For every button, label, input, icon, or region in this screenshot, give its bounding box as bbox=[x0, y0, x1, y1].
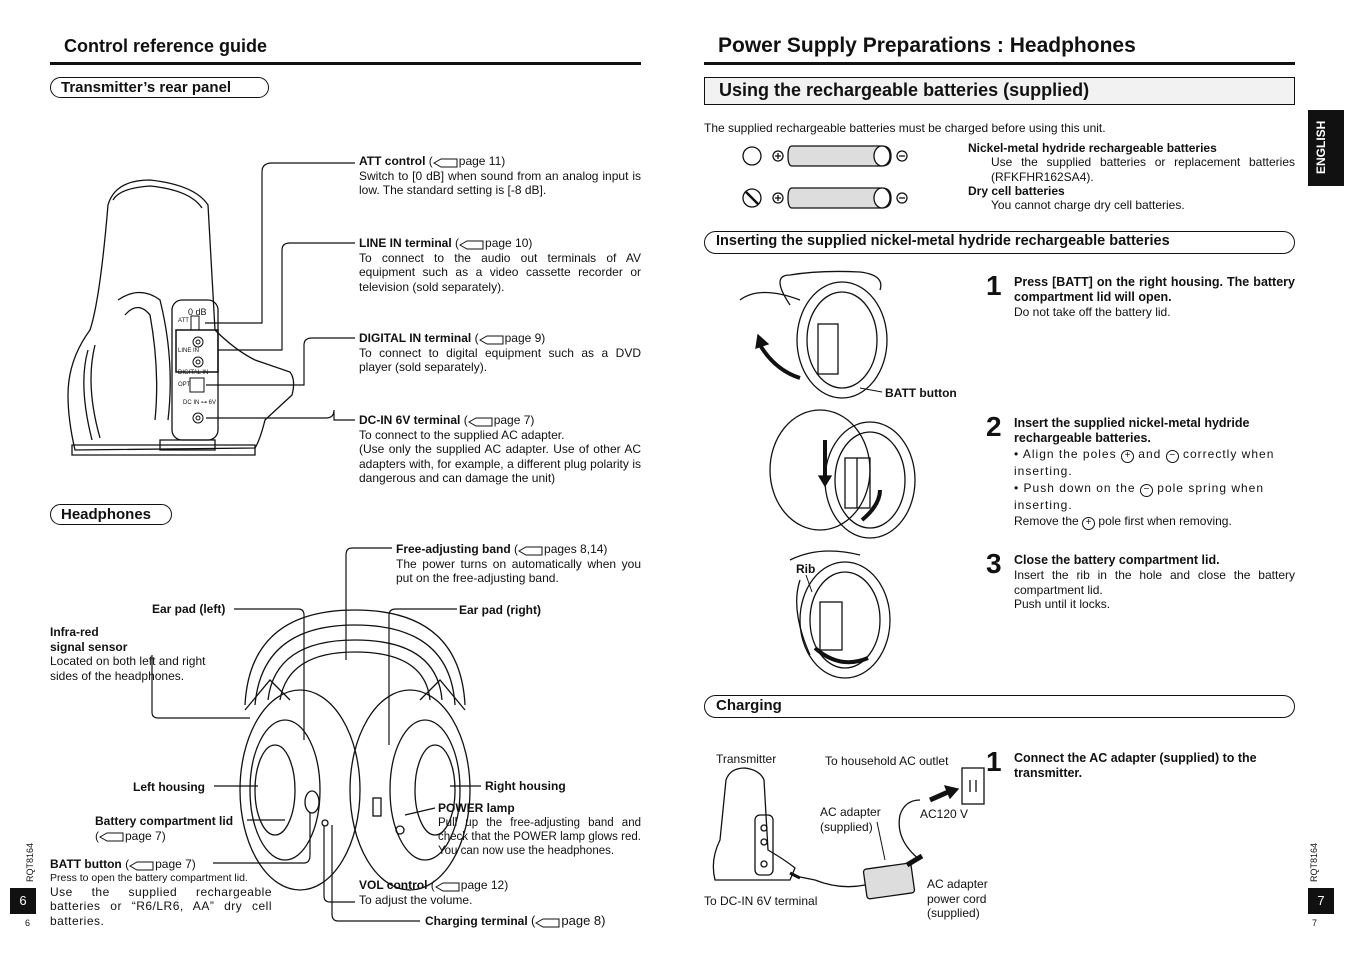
charging-adapter-label: AC adapter (supplied) bbox=[820, 805, 881, 834]
left-page-code: RQT8164 bbox=[25, 842, 35, 882]
digital-in-callout: DIGITAL IN terminal ( page 9) To connect to digital equipment such as a DVD player (sold separately). bbox=[359, 331, 641, 374]
charge-step-number: 1 bbox=[986, 746, 1002, 777]
language-tab-label: ENGLISH bbox=[1314, 120, 1328, 174]
line-in-name: LINE IN terminal bbox=[359, 236, 452, 250]
batt-button-desc: Use the supplied rechargeable batteries or “R6/LR6, AA” dry cell batteries. bbox=[50, 884, 272, 928]
right-page-number-badge: 7 bbox=[1308, 888, 1334, 914]
step-2-body-b: pole first when removing. bbox=[1098, 514, 1232, 528]
battery-lid-name: Battery compartment lid bbox=[95, 814, 234, 828]
step-2-bullet1b: and bbox=[1138, 447, 1162, 461]
headphones-heading: Headphones bbox=[50, 504, 172, 525]
plus-pole-icon: + bbox=[1082, 517, 1095, 530]
left-housing-label: Left housing bbox=[133, 780, 205, 794]
charging-transmitter-label: Transmitter bbox=[716, 752, 777, 766]
step-2-bullet2b: pole spring when inserting. bbox=[1014, 481, 1265, 512]
step-2-bullet1a: • Align the poles bbox=[1014, 447, 1117, 461]
charging-outlet-label: To household AC outlet bbox=[825, 754, 949, 768]
ear-pad-right-label: Ear pad (right) bbox=[459, 603, 542, 617]
section-charging-heading: Charging bbox=[704, 695, 1295, 718]
dc-in-name: DC-IN 6V terminal bbox=[359, 413, 461, 427]
left-page-title: Control reference guide bbox=[64, 36, 268, 56]
battery-lid-callout: Battery compartment lid ( page 7) bbox=[95, 814, 234, 843]
rear-panel-heading: Transmitter’s rear panel bbox=[50, 77, 269, 98]
vol-control-desc: To adjust the volume. bbox=[359, 892, 473, 907]
step-3-body: Insert the rib in the hole and close the battery compartment lid. Push until it locks. bbox=[1014, 568, 1295, 611]
digital-in-desc: To connect to digital equipment such as a DVD player (sold separately). bbox=[359, 345, 641, 374]
panel-dc-in-label: DC IN ⊶ 6V bbox=[183, 400, 217, 406]
batt-button-name: BATT button bbox=[50, 857, 122, 871]
step-1-body: Do not take off the battery lid. bbox=[1014, 305, 1171, 319]
panel-att-label: ATT bbox=[178, 318, 189, 324]
section-batteries-heading: Using the rechargeable batteries (supplied) bbox=[704, 77, 1295, 105]
charging-terminal-callout: Charging terminal ( page 8) bbox=[425, 913, 606, 928]
free-band-ref: pages 8,14 bbox=[544, 542, 604, 556]
att-control-ref: page 11 bbox=[458, 154, 502, 168]
dc-in-ref: page 7 bbox=[493, 413, 531, 427]
att-control-desc: Switch to [0 dB] when sound from an analog input is low. The standard setting is [-8 dB]. bbox=[359, 168, 641, 197]
charge-step-title: Connect the AC adapter (supplied) to the transmitter. bbox=[1014, 751, 1257, 780]
charging-terminal-ref: page 8 bbox=[561, 913, 602, 928]
dc-in-desc: To connect to the supplied AC adapter. (Use only the supplied AC adapter. Use of other AC adapters with, for example, a different plug polarity is dangerous and can damage the unit) bbox=[359, 427, 641, 485]
step-2-title: Insert the supplied nickel-metal hydride rechargeable batteries. bbox=[1014, 416, 1250, 445]
right-page-number-small: 7 bbox=[1312, 918, 1318, 928]
batt-button-ref: page 7 bbox=[155, 857, 192, 871]
panel-opt-label: OPT bbox=[178, 382, 191, 388]
right-housing-label: Right housing bbox=[485, 779, 566, 793]
free-band-desc: The power turns on automatically when you put on the free-adjusting band. bbox=[396, 556, 641, 585]
digital-in-name: DIGITAL IN terminal bbox=[359, 331, 472, 345]
step-3-number: 3 bbox=[986, 548, 1002, 579]
panel-att-top-label: 0 dB bbox=[188, 307, 207, 317]
charging-terminal-name: Charging terminal bbox=[425, 914, 528, 928]
power-lamp-desc: Pull up the free-adjusting band and check that the POWER lamp glows red. You can now use the headphones. bbox=[438, 816, 641, 857]
vol-control-callout: VOL control ( page 12) To adjust the volume. bbox=[359, 878, 509, 907]
ir-sensor-desc: Located on both left and right sides of the headphones. bbox=[50, 654, 206, 683]
ear-pad-left-label: Ear pad (left) bbox=[152, 602, 226, 616]
charging-dcin-label: To DC-IN 6V terminal bbox=[704, 894, 818, 908]
language-tab bbox=[1308, 110, 1344, 186]
att-control-name: ATT control bbox=[359, 154, 426, 168]
batt-button-callout: BATT button ( page 7) Press to open the battery compartment lid. Use the supplied rechargeable batteries or “R6/LR6, AA” dry cell batteries. bbox=[50, 857, 272, 928]
vol-control-name: VOL control bbox=[359, 878, 428, 892]
left-page-number-small: 6 bbox=[25, 918, 31, 928]
step-2-bullet2a: • Push down on the bbox=[1014, 481, 1136, 495]
step-1-title: Press [BATT] on the right housing. The battery compartment lid will open. bbox=[1014, 275, 1295, 304]
line-in-ref: page 10 bbox=[485, 236, 529, 250]
right-page-code: RQT8164 bbox=[1309, 842, 1319, 882]
dc-in-callout: DC-IN 6V terminal ( page 7) To connect to the supplied AC adapter. (Use only the supplied AC adapter. Use of other AC adapters with, for example, a different plug polarity is dangerous and can damage the unit) bbox=[359, 413, 641, 485]
power-lamp-name: POWER lamp bbox=[438, 801, 515, 815]
dry-cell-desc: You cannot charge dry cell batteries. bbox=[991, 198, 1185, 212]
rib-figure-label: Rib bbox=[796, 562, 816, 576]
dry-cell-title: Dry cell batteries bbox=[968, 184, 1065, 198]
panel-digital-in-label: DIGITAL IN bbox=[178, 370, 209, 376]
charging-cord-label: AC adapter power cord (supplied) bbox=[927, 877, 988, 920]
charging-ac120-label: AC120 V bbox=[920, 807, 969, 821]
free-band-name: Free-adjusting band bbox=[396, 542, 511, 556]
right-page-title: Power Supply Preparations : Headphones bbox=[718, 34, 1136, 57]
minus-pole-icon: − bbox=[1140, 484, 1153, 497]
ir-sensor-name1: Infra-red bbox=[50, 625, 99, 639]
step-2-body-a: Remove the bbox=[1014, 514, 1079, 528]
batt-button-figure-label: BATT button bbox=[885, 386, 957, 400]
nimh-title: Nickel-metal hydride rechargeable batteries bbox=[968, 141, 1217, 155]
step-2-number: 2 bbox=[986, 411, 1002, 442]
panel-line-in-label: LINE IN bbox=[178, 348, 200, 354]
step-3-title: Close the battery compartment lid. bbox=[1014, 553, 1220, 567]
step-1-number: 1 bbox=[986, 270, 1002, 301]
left-page-number-badge: 6 bbox=[10, 888, 36, 914]
step-2-bullet1c: correctly when inserting. bbox=[1014, 447, 1275, 478]
minus-pole-icon: − bbox=[1166, 450, 1179, 463]
line-in-desc: To connect to the audio out terminals of AV equipment such as a video cassette recorder or television (sold separately). bbox=[359, 250, 641, 294]
plus-pole-icon: + bbox=[1121, 450, 1134, 463]
att-control-callout: ATT control ( page 11) Switch to [0 dB] when sound from an analog input is low. The standard setting is [-8 dB]. bbox=[359, 154, 641, 197]
battery-lid-ref: page 7 bbox=[125, 828, 162, 843]
line-in-callout: LINE IN terminal ( page 10) To connect to the audio out terminals of AV equipment such as a video cassette recorder or television (sold separately). bbox=[359, 236, 641, 294]
digital-in-ref: page 9 bbox=[504, 331, 542, 345]
vol-control-ref: page 12 bbox=[460, 878, 505, 892]
batteries-intro: The supplied rechargeable batteries must be charged before using this unit. bbox=[704, 121, 1106, 135]
nimh-desc: Use the supplied batteries or replacement batteries (RFKFHR162SA4). bbox=[991, 155, 1295, 184]
section-inserting-heading: Inserting the supplied nickel-metal hydride rechargeable batteries bbox=[704, 231, 1295, 254]
batt-button-note: Press to open the battery compartment lid. bbox=[50, 871, 248, 884]
ir-sensor-name2: signal sensor bbox=[50, 639, 128, 654]
free-band-callout: Free-adjusting band ( pages 8,14) The power turns on automatically when you put on the free-adjusting band. bbox=[396, 542, 641, 585]
